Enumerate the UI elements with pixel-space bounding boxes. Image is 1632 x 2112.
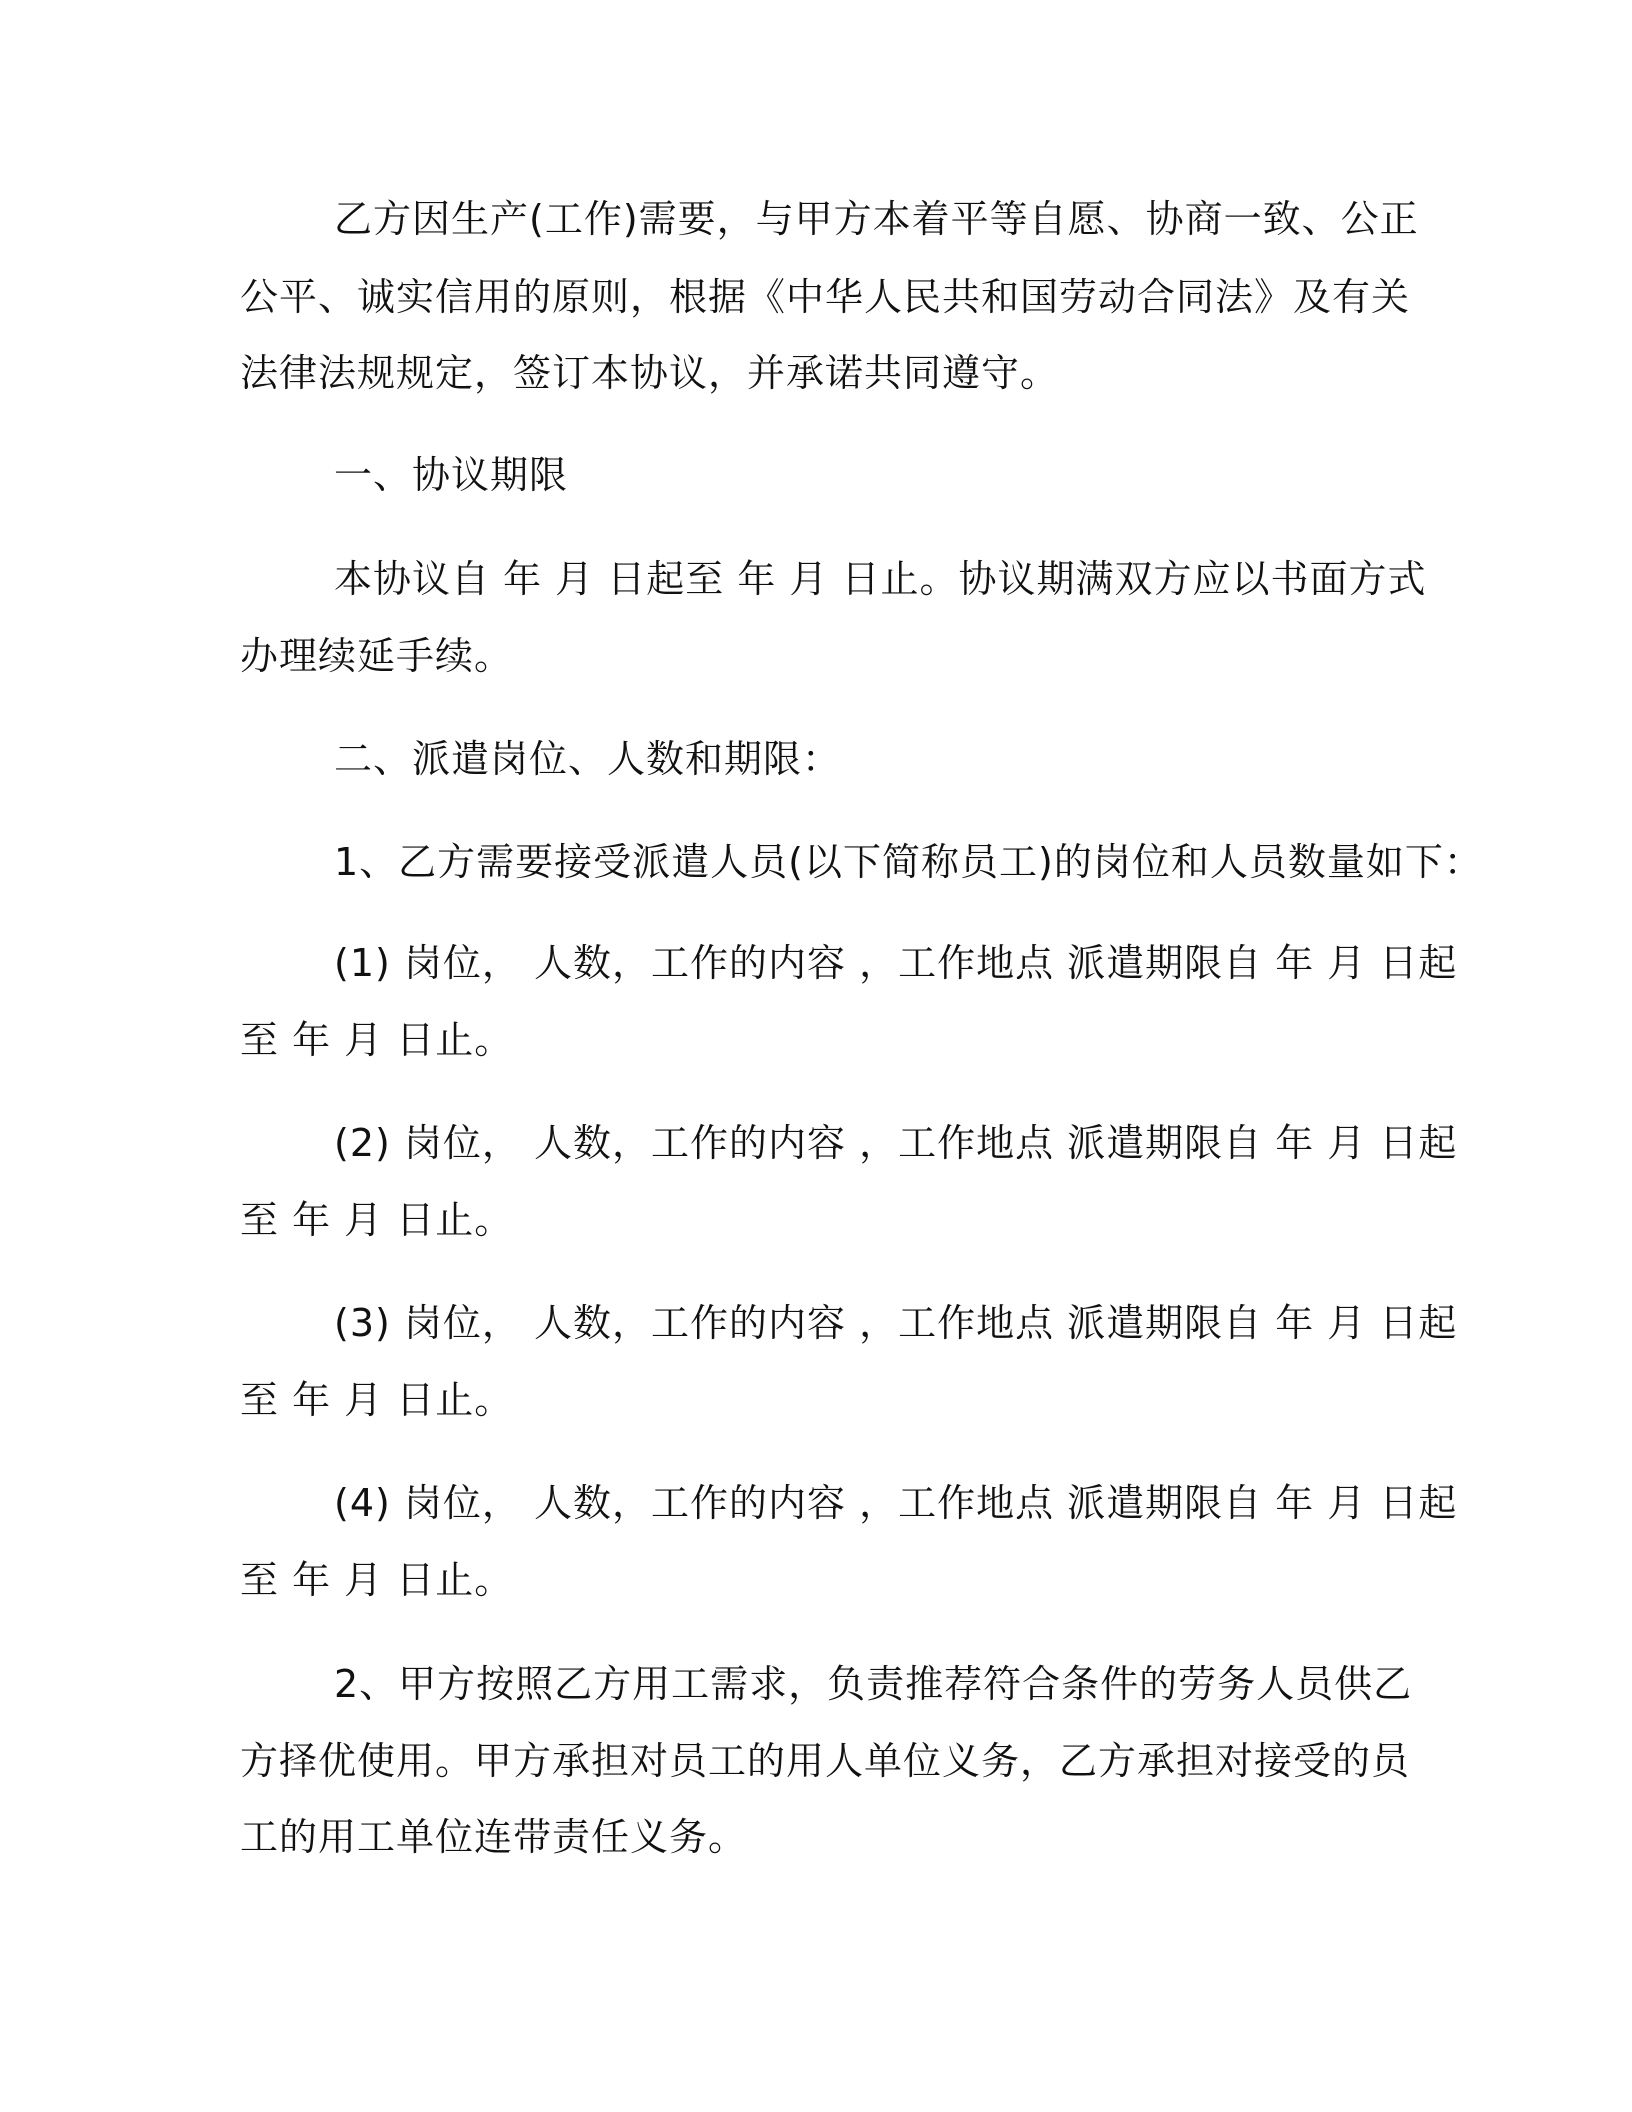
paragraph-term-line-2: 办理续延手续。 — [240, 634, 514, 678]
paragraph-term-line-1: 本协议自 年 月 日起至 年 月 日止。协议期满双方应以书面方式 — [334, 557, 1427, 601]
clause-2-line-1: 2、甲方按照乙方用工需求，负责推荐符合条件的劳务人员供乙 — [334, 1662, 1413, 1706]
paragraph-intro-line-2: 公平、诚实信用的原则，根据《中华人民共和国劳动合同法》及有关 — [240, 275, 1411, 319]
item-4-line-2: 至 年 月 日止。 — [240, 1558, 514, 1602]
item-4-line-1: (4) 岗位， 人数，工作的内容 ，工作地点 派遣期限自 年 月 日起 — [334, 1481, 1458, 1525]
item-3-line-1: (3) 岗位， 人数，工作的内容 ，工作地点 派遣期限自 年 月 日起 — [334, 1301, 1458, 1345]
item-2-line-2: 至 年 月 日止。 — [240, 1198, 514, 1242]
item-1-line-2: 至 年 月 日止。 — [240, 1018, 514, 1062]
section-heading-term: 一、协议期限 — [334, 453, 569, 497]
item-1-line-1: (1) 岗位， 人数，工作的内容 ，工作地点 派遣期限自 年 月 日起 — [334, 941, 1458, 985]
clause-2-line-3: 工的用工单位连带责任义务。 — [240, 1815, 748, 1859]
clause-1-line: 1、乙方需要接受派遣人员(以下简称员工)的岗位和人员数量如下： — [334, 840, 1483, 884]
paragraph-intro-line-1: 乙方因生产(工作)需要，与甲方本着平等自愿、协商一致、公正 — [334, 197, 1419, 241]
item-3-line-2: 至 年 月 日止。 — [240, 1378, 514, 1422]
clause-2-line-2: 方择优使用。甲方承担对员工的用人单位义务，乙方承担对接受的员 — [240, 1739, 1411, 1783]
section-heading-positions: 二、派遣岗位、人数和期限： — [334, 737, 842, 781]
item-2-line-1: (2) 岗位， 人数，工作的内容 ，工作地点 派遣期限自 年 月 日起 — [334, 1121, 1458, 1165]
paragraph-intro-line-3: 法律法规规定，签订本协议，并承诺共同遵守。 — [240, 351, 1060, 395]
